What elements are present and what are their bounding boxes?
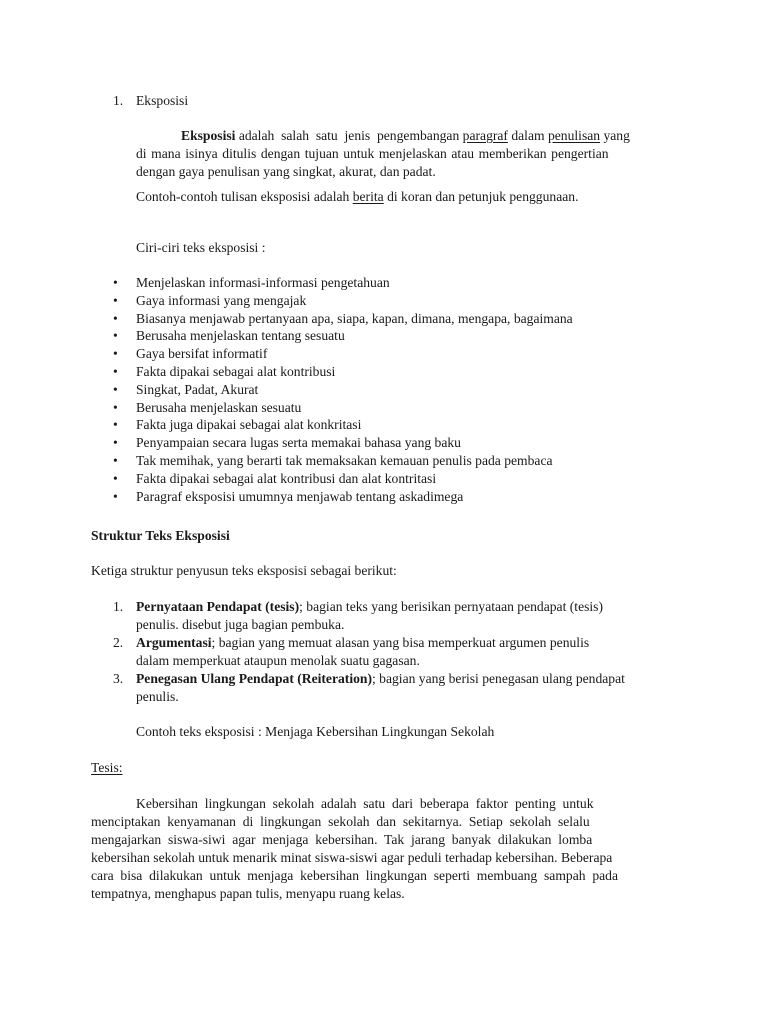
struktur-item-2-number: 2.: [113, 635, 124, 650]
ciri-list-item: [113, 327, 573, 345]
ciri-item-text: Paragraf eksposisi umumnya menjawab tentang askadimega: [136, 488, 464, 504]
ciri-list: [113, 274, 573, 505]
ciri-item-text: Fakta dipakai sebagai alat kontribusi dan alat kontritasi: [136, 470, 437, 486]
struktur-item-1-text: ; bagian teks yang berisikan pernyataan pendapat (tesis): [299, 599, 603, 614]
bullet-icon: •: [113, 470, 118, 486]
intro-line-2: di mana isinya ditulis dengan tujuan untuk menjelaskan atau memberikan pengertian: [136, 146, 609, 161]
example-line: [136, 188, 578, 206]
ciri-list-item: [113, 399, 573, 417]
ciri-item-text: Berusaha menjelaskan sesuatu: [136, 399, 302, 415]
ciri-item-text: Fakta juga dipakai sebagai alat konkritasi: [136, 417, 362, 433]
struktur-item-1-line-1: [136, 598, 603, 616]
tesis-line-1: Kebersihan lingkungan sekolah adalah satu dari beberapa faktor penting untuk: [136, 796, 594, 811]
link-berita[interactable]: berita: [352, 189, 384, 204]
struktur-item-1-term: Pernyataan Pendapat (tesis): [136, 599, 300, 614]
tesis-line-2: menciptakan kenyamanan di lingkungan sekolah dan sekitarnya. Setiap sekolah selalu: [91, 814, 590, 829]
intro-line-1: [181, 127, 630, 145]
ciri-list-item: [113, 345, 573, 363]
ciri-heading: Ciri-ciri teks eksposisi :: [136, 240, 266, 255]
bullet-icon: •: [113, 417, 118, 433]
struktur-heading-text: Struktur Teks Eksposisi: [91, 528, 230, 543]
bullet-icon: •: [113, 488, 118, 504]
ciri-list-item: [113, 310, 573, 328]
intro-bold-term: Eksposisi: [181, 128, 236, 143]
ciri-item-text: Berusaha menjelaskan tentang sesuatu: [136, 328, 345, 344]
ciri-list-item: [113, 470, 573, 488]
ciri-item-text: Tak memihak, yang berarti tak memaksakan kemauan penulis pada pembaca: [136, 452, 553, 468]
struktur-item-3-number: 3.: [113, 671, 124, 686]
ciri-item-text: Singkat, Padat, Akurat: [136, 381, 259, 397]
link-paragraf[interactable]: paragraf: [462, 128, 508, 143]
intro-text-c: yang: [600, 128, 630, 143]
bullet-icon: •: [113, 328, 118, 344]
intro-text-a: adalah salah satu jenis pengembangan: [235, 128, 463, 143]
ciri-item-text: Fakta dipakai sebagai alat kontribusi: [136, 363, 336, 379]
bullet-icon: •: [113, 435, 118, 451]
struktur-item-3-text: ; bagian yang berisi penegasan ulang pendapat: [372, 671, 625, 686]
struktur-intro: Ketiga struktur penyusun teks eksposisi sebagai berikut:: [91, 563, 397, 578]
struktur-item-2-text: ; bagian yang memuat alasan yang bisa memperkuat argumen penulis: [211, 635, 590, 650]
bullet-icon: •: [113, 346, 118, 362]
bullet-icon: •: [113, 363, 118, 379]
example-text-b: di koran dan petunjuk penggunaan.: [383, 189, 579, 204]
ciri-list-item: [113, 363, 573, 381]
ciri-list-item: [113, 292, 573, 310]
bullet-icon: •: [113, 310, 118, 326]
ciri-list-item: [113, 416, 573, 434]
ciri-list-item: [113, 381, 573, 399]
example-text-a: Contoh-contoh tulisan eksposisi adalah: [136, 189, 353, 204]
bullet-icon: •: [113, 452, 118, 468]
tesis-line-6: tempatnya, menghapus papan tulis, menyapu ruang kelas.: [91, 886, 405, 901]
section-heading: Eksposisi: [136, 93, 189, 108]
contoh-line: Contoh teks eksposisi : Menjaga Kebersihan Lingkungan Sekolah: [136, 724, 495, 739]
ciri-item-text: Gaya informasi yang mengajak: [136, 292, 307, 308]
struktur-heading: [91, 527, 230, 545]
ciri-list-item: [113, 452, 573, 470]
struktur-item-3-line-2: penulis.: [136, 689, 179, 704]
ciri-list-item: [113, 434, 573, 452]
tesis-line-4: kebersihan sekolah untuk menarik minat siswa-siswi agar peduli terhadap kebersihan. Beberapa: [91, 850, 613, 865]
struktur-item-3-line-1: [136, 670, 625, 688]
ciri-list-item: [113, 488, 573, 506]
ciri-list-item: [113, 274, 573, 292]
link-penulisan[interactable]: penulisan: [547, 128, 601, 143]
bullet-icon: •: [113, 292, 118, 308]
bullet-icon: •: [113, 399, 118, 415]
struktur-item-3-term: Penegasan Ulang Pendapat (Reiteration): [136, 671, 372, 686]
bullet-icon: •: [113, 381, 118, 397]
ciri-item-text: Penyampaian secara lugas serta memakai bahasa yang baku: [136, 435, 461, 451]
ciri-item-text: Biasanya menjawab pertanyaan apa, siapa, kapan, dimana, mengapa, bagaimana: [136, 310, 573, 326]
tesis-line-3: mengajarkan siswa-siwi agar menjaga kebersihan. Tak jarang banyak dilakukan lomba: [91, 832, 593, 847]
section-number: 1.: [113, 93, 124, 108]
struktur-item-2-term: Argumentasi: [136, 635, 212, 650]
struktur-item-2-line-1: [136, 634, 589, 652]
intro-line-3: dengan gaya penulisan yang singkat, akurat, dan padat.: [136, 164, 436, 179]
struktur-item-1-line-2: penulis. disebut juga bagian pembuka.: [136, 617, 345, 632]
ciri-item-text: Menjelaskan informasi-informasi pengetahuan: [136, 275, 390, 290]
ciri-item-text: Gaya bersifat informatif: [136, 346, 268, 362]
bullet-icon: •: [113, 275, 118, 290]
struktur-item-2-line-2: dalam memperkuat ataupun menolak suatu gagasan.: [136, 653, 420, 668]
struktur-item-1-number: 1.: [113, 599, 124, 614]
tesis-line-5: cara bisa dilakukan untuk menjaga kebersihan lingkungan seperti membuang sampah pada: [91, 868, 618, 883]
intro-text-b: dalam: [507, 128, 548, 143]
tesis-heading: Tesis:: [91, 760, 123, 775]
